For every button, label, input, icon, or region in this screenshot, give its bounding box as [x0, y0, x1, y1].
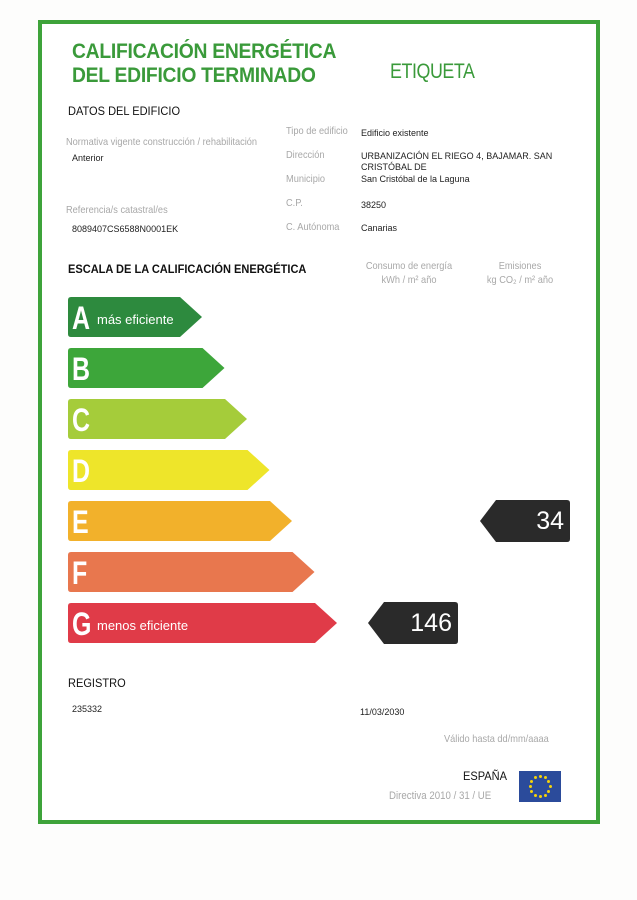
band-desc-g: menos eficiente [97, 618, 189, 633]
band-arrow-e [68, 501, 292, 541]
label-type: ETIQUETA [390, 60, 475, 83]
eu-star [530, 780, 533, 783]
band-shape-b [68, 348, 225, 388]
autonomia-value: Canarias [361, 223, 398, 233]
country-label: ESPAÑA [463, 769, 507, 783]
band-letter-b: B [72, 351, 91, 387]
band-shape-e [68, 501, 292, 541]
band-shape-c [68, 399, 247, 439]
band-e [68, 501, 292, 541]
eu-star [534, 794, 537, 797]
band-shape-f [68, 552, 315, 592]
band-d [68, 450, 270, 490]
band-arrow-d [68, 450, 270, 490]
direccion-value-2: CRISTÓBAL DE [361, 162, 427, 172]
eu-star [530, 790, 533, 793]
referencia-label: Referencia/s catastral/es [66, 204, 168, 216]
band-shape-d [68, 450, 270, 490]
building-section-title: DATOS DEL EDIFICIO [68, 104, 181, 118]
eu-star [547, 790, 550, 793]
emisiones-header-line1: Emisiones [498, 260, 542, 272]
eu-star [534, 776, 537, 779]
normativa-value: Anterior [72, 153, 104, 163]
normativa-label: Normativa vigente construcción / rehabilitación [66, 136, 258, 148]
autonomia-label: C. Autónoma [286, 221, 340, 233]
eu-star [539, 795, 542, 798]
emisiones-rating [480, 500, 570, 542]
municipio-value: San Cristóbal de la Laguna [361, 174, 470, 184]
registro-title: REGISTRO [68, 676, 126, 690]
directive-label: Directiva 2010 / 31 / UE [389, 790, 492, 802]
emisiones-rating-value: 34 [536, 507, 564, 535]
band-letter-c: C [72, 402, 91, 438]
band-arrow-b [68, 348, 225, 388]
valid-date: 11/03/2030 [360, 707, 405, 717]
eu-star [544, 794, 547, 797]
consumo-header [361, 259, 458, 287]
consumo-header-line2: kWh / m² año [381, 274, 437, 286]
band-letter-g: G [72, 606, 92, 642]
direccion-label: Dirección [286, 149, 325, 161]
scale-section-title: ESCALA DE LA CALIFICACIÓN ENERGÉTICA [68, 262, 307, 276]
band-a [68, 297, 202, 337]
band-arrow-c [68, 399, 247, 439]
tipo-label: Tipo de edificio [286, 125, 348, 137]
emisiones-header [476, 259, 564, 287]
consumo-rating-value: 146 [410, 609, 452, 637]
band-b [68, 348, 225, 388]
cp-value: 38250 [361, 200, 387, 210]
emisiones-header-line2: kg CO₂ / m² año [486, 274, 554, 286]
consumo-header-line1: Consumo de energía [365, 260, 453, 272]
band-letter-d: D [72, 453, 91, 489]
band-letter-a: A [72, 300, 91, 336]
eu-star [549, 785, 552, 788]
band-f [68, 552, 315, 592]
valid-label: Válido hasta dd/mm/aaaa [444, 733, 549, 745]
band-c [68, 399, 247, 439]
consumo-rating [368, 602, 458, 644]
direccion-value-1: URBANIZACIÓN EL RIEGO 4, BAJAMAR. SAN [361, 151, 553, 161]
title-line-2: DEL EDIFICIO TERMINADO [72, 64, 316, 87]
referencia-value: 8089407CS6588N0001EK [72, 224, 179, 234]
band-arrow-f [68, 552, 315, 592]
eu-star [539, 775, 542, 778]
eu-star [547, 780, 550, 783]
band-g [68, 603, 337, 643]
eu-star [529, 785, 532, 788]
cp-label: C.P. [286, 197, 303, 209]
band-letter-e: E [72, 504, 89, 540]
tipo-value: Edificio existente [361, 128, 429, 138]
eu-flag-icon [519, 771, 561, 802]
band-desc-a: más eficiente [97, 312, 174, 327]
eu-star [544, 776, 547, 779]
band-letter-f: F [72, 555, 88, 591]
title-line-1: CALIFICACIÓN ENERGÉTICA [72, 40, 337, 63]
registro-number: 235332 [72, 704, 103, 714]
municipio-label: Municipio [286, 173, 326, 185]
